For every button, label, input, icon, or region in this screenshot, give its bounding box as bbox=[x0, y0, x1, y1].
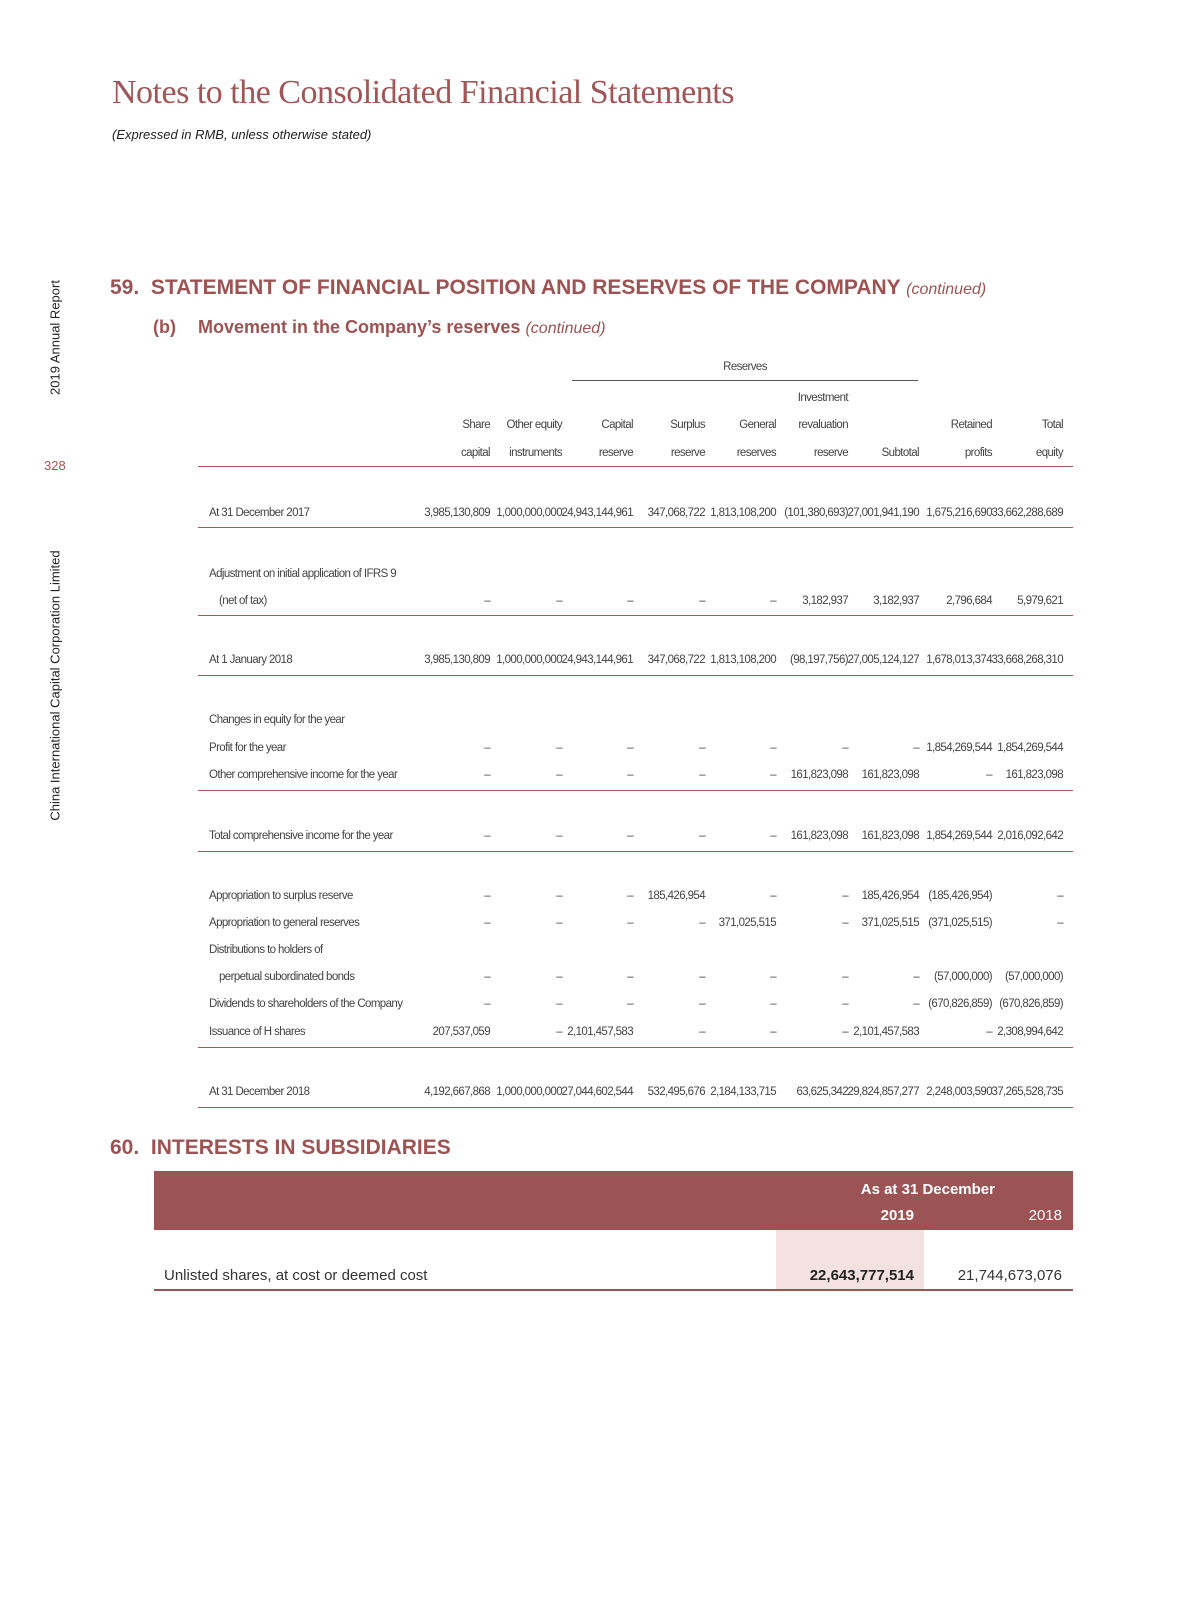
table-cell: – bbox=[484, 971, 490, 983]
table-cell: – bbox=[699, 1026, 705, 1038]
table-cell: (57,000,000) bbox=[933, 971, 992, 983]
table-cell: – bbox=[556, 595, 562, 607]
table-cell: – bbox=[842, 971, 848, 983]
column-header: reserve bbox=[598, 447, 633, 459]
column-header: reserve bbox=[670, 447, 705, 459]
table-cell: – bbox=[556, 1026, 562, 1038]
table-cell: 1,000,000,000 bbox=[496, 1086, 562, 1098]
table-cell: 33,662,288,689 bbox=[991, 507, 1063, 519]
table-cell: 161,823,098 bbox=[861, 830, 919, 842]
table-cell: – bbox=[770, 830, 776, 842]
table-cell: (57,000,000) bbox=[1004, 971, 1063, 983]
section-number: 60. bbox=[110, 1136, 140, 1159]
table-cell: – bbox=[484, 742, 490, 754]
table-cell: 1,854,269,544 bbox=[997, 742, 1063, 754]
column-header: General bbox=[739, 419, 776, 431]
table-cell: 2,101,457,583 bbox=[567, 1026, 633, 1038]
section-number: 59. bbox=[110, 276, 140, 299]
table-cell: – bbox=[484, 830, 490, 842]
table-cell: – bbox=[699, 830, 705, 842]
table-cell: – bbox=[699, 769, 705, 781]
table-cell: 27,001,941,190 bbox=[847, 507, 919, 519]
table-cell: – bbox=[556, 998, 562, 1010]
table-cell: 2,184,133,715 bbox=[710, 1086, 776, 1098]
table-cell: (670,826,859) bbox=[928, 998, 992, 1010]
table-cell: – bbox=[699, 998, 705, 1010]
table-cell: – bbox=[986, 1026, 992, 1038]
table-cell: 27,044,602,544 bbox=[561, 1086, 633, 1098]
table-cell: – bbox=[627, 998, 633, 1010]
column-header: revaluation bbox=[798, 419, 848, 431]
table-cell: – bbox=[627, 595, 633, 607]
table-rule bbox=[198, 1107, 1073, 1108]
column-header: Other equity bbox=[506, 419, 562, 431]
table-rule bbox=[198, 466, 1073, 467]
section-title: INTERESTS IN SUBSIDIARIES bbox=[150, 1136, 451, 1159]
column-header: reserves bbox=[736, 447, 776, 459]
table-cell: 4,192,667,868 bbox=[424, 1086, 490, 1098]
table-cell: – bbox=[556, 742, 562, 754]
table-cell: 2,101,457,583 bbox=[853, 1026, 919, 1038]
table-cell: – bbox=[913, 742, 919, 754]
column-header: Retained bbox=[950, 419, 992, 431]
table-cell: 2,248,003,590 bbox=[926, 1086, 992, 1098]
column-header: reserve bbox=[813, 447, 848, 459]
table-cell: 161,823,098 bbox=[790, 830, 848, 842]
table-cell: – bbox=[986, 769, 992, 781]
sidebar-report-label: 2019 Annual Report bbox=[47, 280, 63, 395]
column-header: Share bbox=[462, 419, 490, 431]
table-rule bbox=[154, 1289, 1073, 1291]
table-cell: – bbox=[627, 742, 633, 754]
subsidiaries-table-header bbox=[154, 1171, 1073, 1230]
table-rule bbox=[198, 675, 1073, 676]
row-label: Distributions to holders of bbox=[209, 944, 323, 956]
column-group-header: As at 31 December bbox=[860, 1181, 995, 1198]
table-cell: – bbox=[699, 595, 705, 607]
value-current: 22,643,777,514 bbox=[809, 1267, 914, 1284]
page-number: 328 bbox=[44, 458, 66, 473]
table-cell: 1,675,216,690 bbox=[926, 507, 992, 519]
table-cell: – bbox=[770, 971, 776, 983]
table-cell: – bbox=[699, 971, 705, 983]
row-label: Changes in equity for the year bbox=[209, 714, 345, 726]
table-cell: (185,426,954) bbox=[928, 890, 992, 902]
row-label: Issuance of H shares bbox=[209, 1026, 306, 1038]
table-rule bbox=[198, 615, 1073, 616]
table-cell: 371,025,515 bbox=[718, 917, 776, 929]
column-header: instruments bbox=[509, 447, 562, 459]
table-cell: – bbox=[556, 890, 562, 902]
table-cell: 185,426,954 bbox=[861, 890, 919, 902]
table-cell: – bbox=[484, 998, 490, 1010]
table-cell: 185,426,954 bbox=[647, 890, 705, 902]
column-header: capital bbox=[460, 447, 490, 459]
table-cell: – bbox=[770, 595, 776, 607]
subsection-number: (b) bbox=[153, 317, 176, 337]
column-header: Surplus bbox=[670, 419, 705, 431]
table-cell: – bbox=[627, 830, 633, 842]
sidebar-company-label: China International Capital Corporation Limited bbox=[47, 550, 63, 821]
table-cell: (371,025,515) bbox=[928, 917, 992, 929]
table-cell: 347,068,722 bbox=[647, 654, 705, 666]
row-label: At 31 December 2018 bbox=[209, 1086, 310, 1098]
table-rule bbox=[198, 790, 1073, 791]
table-rule bbox=[198, 1047, 1073, 1048]
continued-note: (continued) bbox=[906, 281, 987, 298]
table-cell: – bbox=[1057, 917, 1063, 929]
year-prior-header: 2018 bbox=[1028, 1207, 1062, 1224]
table-cell: (101,380,693) bbox=[784, 507, 848, 519]
table-cell: 1,000,000,000 bbox=[496, 507, 562, 519]
column-header: Capital bbox=[601, 419, 633, 431]
table-cell: 5,979,621 bbox=[1017, 595, 1063, 607]
row-label: Unlisted shares, at cost or deemed cost bbox=[164, 1267, 428, 1284]
table-cell: – bbox=[913, 971, 919, 983]
year-current-header: 2019 bbox=[880, 1207, 914, 1224]
table-cell: – bbox=[556, 917, 562, 929]
row-label: At 31 December 2017 bbox=[209, 507, 310, 519]
reserves-group-rule bbox=[572, 380, 918, 381]
table-cell: 1,678,013,374 bbox=[926, 654, 992, 666]
continued-note: (continued) bbox=[525, 320, 606, 337]
row-label: Adjustment on initial application of IFRS 9 bbox=[209, 568, 397, 580]
table-cell: 29,824,857,277 bbox=[847, 1086, 919, 1098]
table-cell: – bbox=[556, 769, 562, 781]
row-label: Other comprehensive income for the year bbox=[209, 769, 398, 781]
table-cell: 1,854,269,544 bbox=[926, 742, 992, 754]
table-cell: – bbox=[842, 917, 848, 929]
table-cell: – bbox=[842, 1026, 848, 1038]
table-cell: (98,197,756) bbox=[789, 654, 848, 666]
table-cell: 3,182,937 bbox=[802, 595, 848, 607]
row-label: At 1 January 2018 bbox=[209, 654, 293, 666]
table-cell: – bbox=[842, 890, 848, 902]
row-label: Dividends to shareholders of the Company bbox=[209, 998, 403, 1010]
table-cell: 33,668,268,310 bbox=[991, 654, 1063, 666]
table-cell: – bbox=[770, 742, 776, 754]
table-cell: (670,826,859) bbox=[999, 998, 1063, 1010]
section-title: STATEMENT OF FINANCIAL POSITION AND RESERVES OF THE COMPANY bbox=[150, 276, 901, 299]
row-label: Total comprehensive income for the year bbox=[209, 830, 393, 842]
table-cell: 37,265,528,735 bbox=[991, 1086, 1063, 1098]
table-cell: – bbox=[770, 769, 776, 781]
table-cell: – bbox=[627, 769, 633, 781]
table-cell: 371,025,515 bbox=[861, 917, 919, 929]
table-cell: – bbox=[484, 890, 490, 902]
table-cell: – bbox=[556, 830, 562, 842]
table-cell: – bbox=[1057, 890, 1063, 902]
column-header: profits bbox=[964, 447, 992, 459]
page-title: Notes to the Consolidated Financial Statements bbox=[112, 74, 734, 111]
section-60-heading bbox=[110, 1136, 451, 1160]
table-cell: – bbox=[770, 1026, 776, 1038]
table-cell: 207,537,059 bbox=[432, 1026, 490, 1038]
table-cell: – bbox=[627, 971, 633, 983]
table-rule bbox=[198, 527, 1073, 528]
table-cell: 24,943,144,961 bbox=[561, 654, 633, 666]
table-cell: 1,000,000,000 bbox=[496, 654, 562, 666]
table-cell: 2,308,994,642 bbox=[997, 1026, 1063, 1038]
row-label: (net of tax) bbox=[219, 595, 267, 607]
table-cell: – bbox=[556, 971, 562, 983]
table-cell: – bbox=[627, 917, 633, 929]
table-cell: – bbox=[699, 742, 705, 754]
table-cell: 1,813,108,200 bbox=[710, 654, 776, 666]
row-label: perpetual subordinated bonds bbox=[219, 971, 355, 983]
table-cell: 347,068,722 bbox=[647, 507, 705, 519]
table-cell: – bbox=[484, 917, 490, 929]
value-prior: 21,744,673,076 bbox=[957, 1267, 1062, 1284]
column-header: Total bbox=[1041, 419, 1063, 431]
table-cell: 1,813,108,200 bbox=[710, 507, 776, 519]
table-cell: – bbox=[842, 742, 848, 754]
table-cell: 2,016,092,642 bbox=[997, 830, 1063, 842]
table-cell: 161,823,098 bbox=[1005, 769, 1063, 781]
table-cell: – bbox=[842, 998, 848, 1010]
table-rule bbox=[198, 851, 1073, 852]
table-cell: 532,495,676 bbox=[647, 1086, 705, 1098]
table-cell: 3,985,130,809 bbox=[424, 654, 490, 666]
table-cell: 161,823,098 bbox=[861, 769, 919, 781]
table-cell: 27,005,124,127 bbox=[847, 654, 919, 666]
table-cell: – bbox=[484, 595, 490, 607]
table-cell: 63,625,342 bbox=[796, 1086, 848, 1098]
table-cell: – bbox=[770, 890, 776, 902]
subsection-title: Movement in the Company’s reserves bbox=[198, 317, 521, 337]
table-cell: – bbox=[627, 890, 633, 902]
table-cell: 24,943,144,961 bbox=[561, 507, 633, 519]
table-cell: – bbox=[770, 998, 776, 1010]
row-label: Profit for the year bbox=[209, 742, 286, 754]
table-cell: 161,823,098 bbox=[790, 769, 848, 781]
table-cell: 2,796,684 bbox=[946, 595, 992, 607]
table-cell: – bbox=[699, 917, 705, 929]
table-cell: 1,854,269,544 bbox=[926, 830, 992, 842]
column-header: Subtotal bbox=[881, 447, 919, 459]
table-cell: 3,182,937 bbox=[873, 595, 919, 607]
reserves-group-label: Reserves bbox=[723, 361, 767, 373]
column-header: equity bbox=[1035, 447, 1063, 459]
row-label: Appropriation to general reserves bbox=[209, 917, 360, 929]
column-header: Investment bbox=[797, 392, 848, 404]
table-cell: – bbox=[484, 769, 490, 781]
table-cell: – bbox=[913, 998, 919, 1010]
page-subtitle: (Expressed in RMB, unless otherwise stated) bbox=[112, 127, 372, 142]
table-cell: 3,985,130,809 bbox=[424, 507, 490, 519]
row-label: Appropriation to surplus reserve bbox=[209, 890, 353, 902]
